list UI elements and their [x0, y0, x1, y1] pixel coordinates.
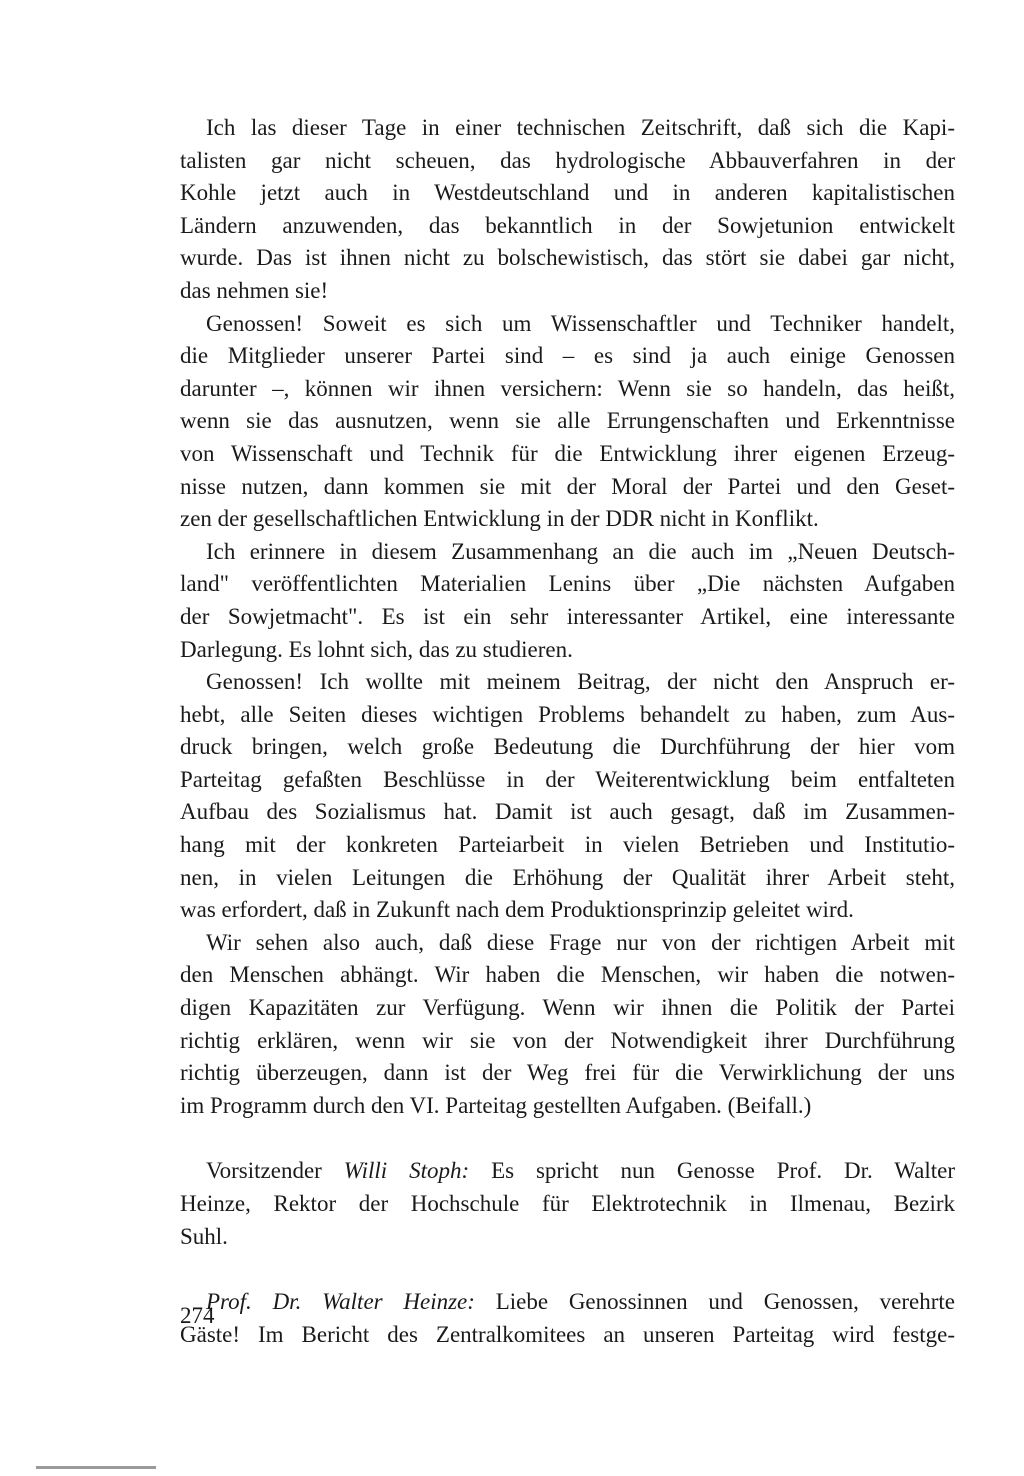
- text-line: druck bringen, welch große Bedeutung die Durchführung der hier vom: [180, 734, 955, 760]
- text-line: was erfordert, daß in Zukunft nach dem Produktionsprinzip geleitet wird.: [180, 897, 854, 923]
- text-line: Darlegung. Es lohnt sich, das zu studieren.: [180, 636, 573, 662]
- text-line: die Mitglieder unserer Partei sind – es sind ja auch einige Genossen: [180, 343, 955, 369]
- text-line: richtig überzeugen, dann ist der Weg frei für die Verwirklichung der uns: [180, 1060, 955, 1086]
- page-body: [180, 112, 955, 1351]
- text-line: Parteitag gefaßten Beschlüsse in der Weiterentwicklung beim entfalteten: [180, 766, 955, 792]
- text-line: nisse nutzen, dann kommen sie mit der Moral der Partei und den Geset-: [180, 473, 955, 499]
- text-line: [180, 1155, 955, 1188]
- chair-prefix: Vorsitzender: [206, 1158, 344, 1184]
- speaker-name: Prof. Dr. Walter Heinze:: [206, 1289, 475, 1315]
- paragraph-gap: [180, 1122, 955, 1155]
- text-line: digen Kapazitäten zur Verfügung. Wenn wir ihnen die Politik der Partei: [180, 995, 955, 1021]
- paragraph-1: [180, 112, 955, 308]
- text-line: Ich erinnere in diesem Zusammenhang an die auch im „Neuen Deutsch-: [206, 538, 955, 564]
- speech-start: [180, 1286, 955, 1351]
- speech-text: Liebe Genossinnen und Genossen, verehrte: [474, 1289, 955, 1315]
- text-line: richtig erklären, wenn wir sie von der Notwendigkeit ihrer Durchführung: [180, 1027, 955, 1053]
- paragraph-gap: [180, 1253, 955, 1286]
- text-line: wurde. Das ist ihnen nicht zu bolschewistisch, das stört sie dabei gar nicht,: [180, 245, 955, 271]
- text-line: zen der gesellschaftlichen Entwicklung in der DDR nicht in Konflikt.: [180, 506, 819, 532]
- text-line: den Menschen abhängt. Wir haben die Menschen, wir haben die notwen-: [180, 962, 955, 988]
- text-line: von Wissenschaft und Technik für die Entwicklung ihrer eigenen Erzeug-: [180, 440, 955, 466]
- text-line: im Programm durch den VI. Parteitag gestellten Aufgaben. (Beifall.): [180, 1092, 812, 1118]
- text-line: nen, in vielen Leitungen die Erhöhung der Qualität ihrer Arbeit steht,: [180, 864, 955, 890]
- text-line: land" veröffentlichten Materialien Lenins über „Die nächsten Aufgaben: [180, 571, 955, 597]
- text-line: hebt, alle Seiten dieses wichtigen Problems behandelt zu haben, zum Aus-: [180, 701, 955, 727]
- text-line: [180, 1286, 955, 1319]
- paragraph-5: [180, 927, 955, 1123]
- paragraph-2: [180, 308, 955, 536]
- paragraph-3: [180, 536, 955, 666]
- text-line: der Sowjetmacht". Es ist ein sehr interessanter Artikel, eine interessante: [180, 603, 955, 629]
- scan-edge-mark: [36, 1466, 156, 1469]
- chair-text: Es spricht nun Genosse Prof. Dr. Walter: [469, 1158, 955, 1184]
- text-line: Wir sehen also auch, daß diese Frage nur von der richtigen Arbeit mit: [206, 929, 955, 955]
- text-line: wenn sie das ausnutzen, wenn sie alle Errungenschaften und Erkenntnisse: [180, 408, 955, 434]
- text-line: das nehmen sie!: [180, 277, 329, 303]
- text-line: Ländern anzuwenden, das bekanntlich in der Sowjetunion entwickelt: [180, 212, 955, 238]
- text-line: Aufbau des Sozialismus hat. Damit ist auch gesagt, daß im Zusammen-: [180, 799, 955, 825]
- text-line: Ich las dieser Tage in einer technischen Zeitschrift, daß sich die Kapi-: [206, 115, 955, 140]
- text-line: Suhl.: [180, 1223, 228, 1249]
- text-line: Gäste! Im Bericht des Zentralkomitees an unseren Parteitag wird festge-: [180, 1321, 955, 1347]
- paragraph-4: [180, 666, 955, 927]
- chair-announcement: [180, 1155, 955, 1253]
- text-line: Genossen! Ich wollte mit meinem Beitrag, der nicht den Anspruch er-: [206, 669, 955, 695]
- text-line: darunter –, können wir ihnen versichern: Wenn sie so handeln, das heißt,: [180, 375, 955, 401]
- text-line: talisten gar nicht scheuen, das hydrologische Abbauverfahren in der: [180, 147, 955, 173]
- text-line: Heinze, Rektor der Hochschule für Elektrotechnik in Ilmenau, Bezirk: [180, 1191, 955, 1216]
- text-line: Genossen! Soweit es sich um Wissenschaftler und Techniker handelt,: [206, 310, 955, 336]
- page-number: 274: [180, 1303, 215, 1328]
- speaker-name: Willi Stoph:: [343, 1158, 470, 1184]
- text-line: Kohle jetzt auch in Westdeutschland und in anderen kapitalistischen: [180, 180, 955, 206]
- text-line: hang mit der konkreten Parteiarbeit in vielen Betrieben und Institutio-: [180, 832, 955, 858]
